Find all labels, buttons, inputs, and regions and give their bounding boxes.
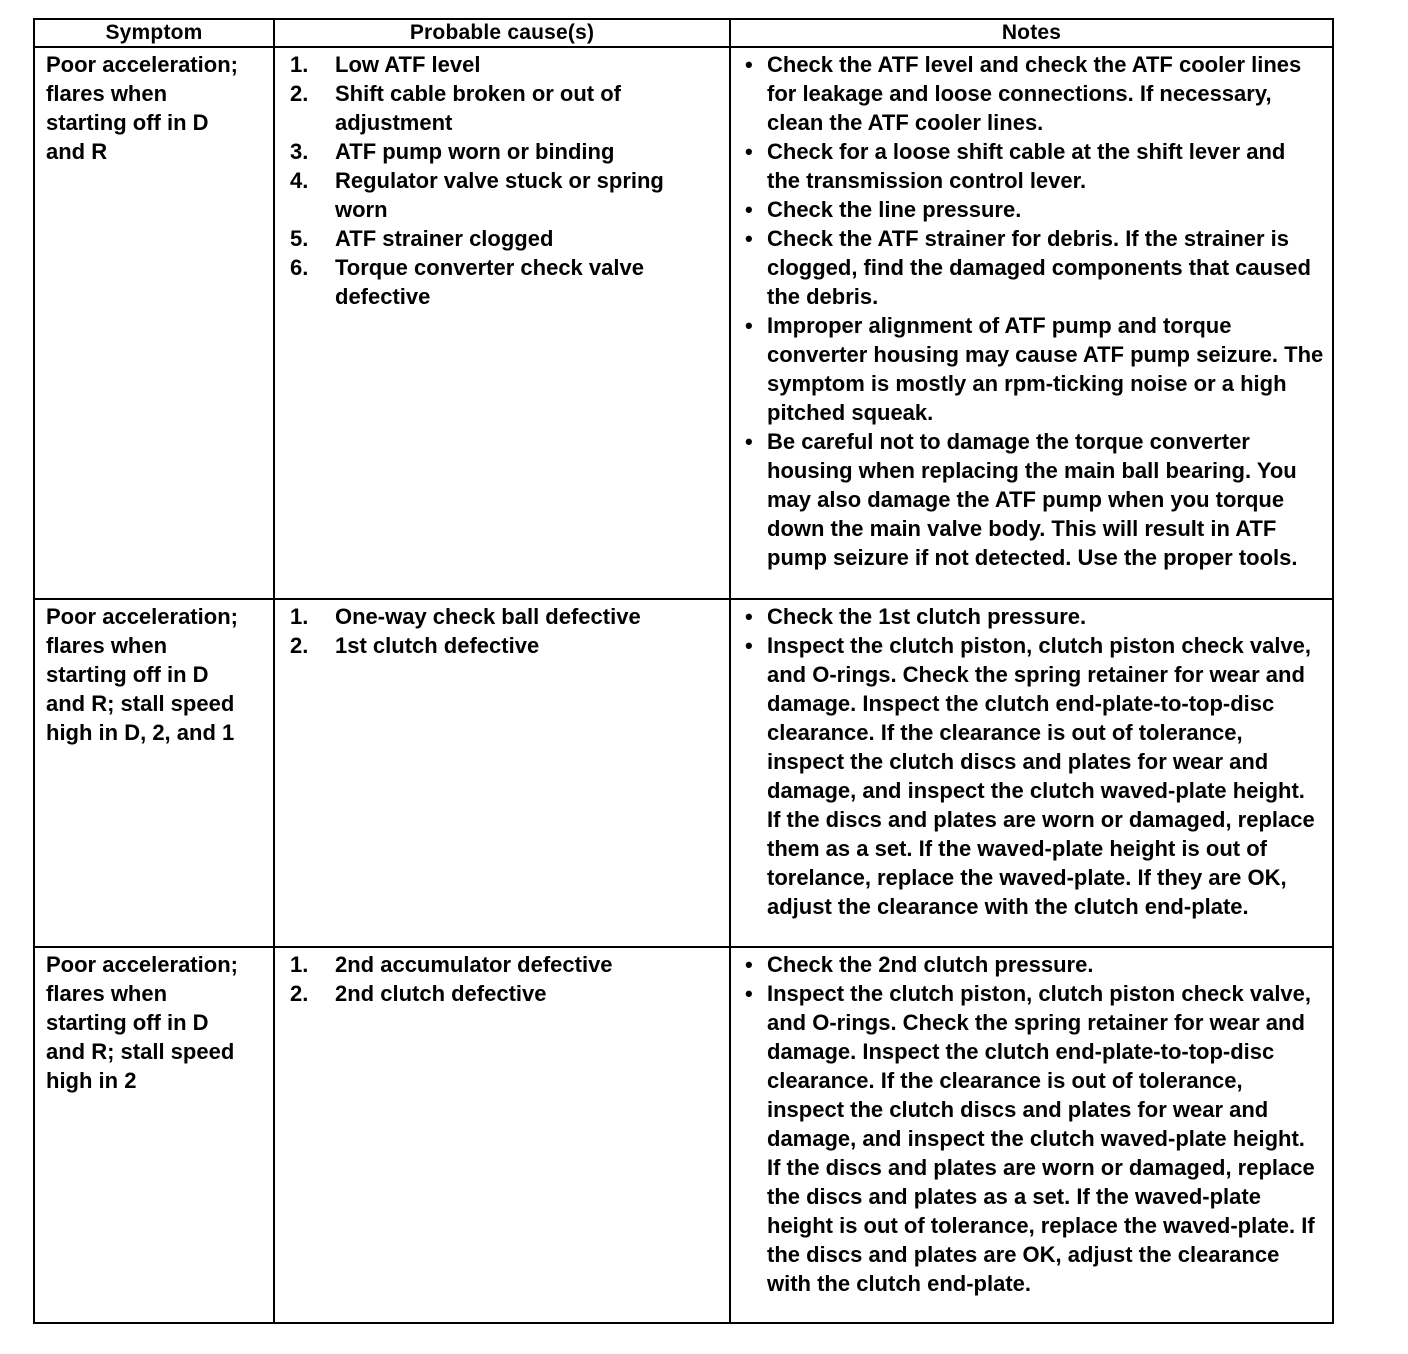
cause-number: 2.	[290, 81, 309, 106]
cause-text: 2nd clutch defective	[335, 981, 547, 1006]
cause-item	[290, 602, 721, 631]
symptom-text: Poor acceleration; flares when starting off in D and R	[46, 52, 238, 164]
cause-number: 1.	[290, 952, 309, 977]
note-item	[745, 950, 1324, 979]
symptom-cell	[34, 947, 274, 1323]
bullet-icon: •	[745, 139, 753, 164]
note-item	[745, 195, 1324, 224]
note-item	[745, 224, 1324, 311]
cause-text: Regulator valve stuck or spring worn	[335, 168, 664, 222]
causes-cell	[274, 947, 730, 1323]
cause-text: 1st clutch defective	[335, 633, 540, 658]
note-text: Be careful not to damage the torque converter housing when replacing the main ball bearing. You may also damage the ATF pump when you torque down the main valve body. This will result in ATF pump seizure if not detected. Use the proper tools.	[767, 429, 1298, 570]
cause-item	[290, 50, 721, 79]
notes-cell	[730, 47, 1333, 599]
cause-item	[290, 979, 721, 1008]
bullet-icon: •	[745, 633, 753, 658]
cause-item	[290, 166, 721, 224]
bullet-icon: •	[745, 604, 753, 629]
table-header	[34, 19, 1333, 47]
bullet-icon: •	[745, 952, 753, 977]
note-item	[745, 137, 1324, 195]
cause-text: 2nd accumulator defective	[335, 952, 613, 977]
cause-text: Shift cable broken or out of adjustment	[335, 81, 622, 135]
symptom-text: Poor acceleration; flares when starting off in D and R; stall speed high in 2	[46, 952, 238, 1093]
bullet-icon: •	[745, 226, 753, 251]
cause-text: One-way check ball defective	[335, 604, 641, 629]
header-symptom: Symptom	[34, 19, 274, 47]
cause-text: Low ATF level	[335, 52, 481, 77]
causes-cell	[274, 47, 730, 599]
header-row	[34, 19, 1333, 47]
notes-list	[731, 948, 1332, 1298]
cause-item	[290, 253, 721, 311]
notes-cell	[730, 599, 1333, 947]
cause-number: 4.	[290, 168, 309, 193]
cause-number: 2.	[290, 633, 309, 658]
note-text: Inspect the clutch piston, clutch piston check valve, and O-rings. Check the spring retainer for wear and damage. Inspect the clutch end-plate-to-top-disc clearance. If the clearance is out of tolerance, inspect the clutch discs and plates for wear and damage, and inspect the clutch waved-plate height. If the discs and plates are worn or damaged, replace them as a set. If the waved-plate height is out of torelance, replace the waved-plate. If they are OK, adjust the clearance with the clutch end-plate.	[767, 633, 1315, 919]
note-text: Improper alignment of ATF pump and torque converter housing may cause ATF pump seizure. The symptom is mostly an rpm-ticking noise or a high pitched squeak.	[767, 313, 1324, 425]
cause-item	[290, 631, 721, 660]
cause-item	[290, 950, 721, 979]
note-text: Check the ATF level and check the ATF cooler lines for leakage and loose connections. If necessary, clean the ATF cooler lines.	[767, 52, 1302, 135]
cause-item	[290, 137, 721, 166]
table-row	[34, 599, 1333, 947]
cause-item	[290, 224, 721, 253]
note-item	[745, 311, 1324, 427]
symptom-cell	[34, 47, 274, 599]
note-text: Inspect the clutch piston, clutch piston check valve, and O-rings. Check the spring retainer for wear and damage. Inspect the clutch end-plate-to-top-disc clearance. If the clearance is out of tolerance, inspect the clutch discs and plates for wear and damage, and inspect the clutch waved-plate height. If the discs and plates are worn or damaged, replace the discs and plates as a set. If the waved-plate height is out of tolerance, replace the waved-plate. If the discs and plates are OK, adjust the clearance with the clutch end-plate.	[767, 981, 1315, 1296]
note-text: Check the ATF strainer for debris. If the strainer is clogged, find the damaged components that caused the debris.	[767, 226, 1311, 309]
cause-item	[290, 79, 721, 137]
symptom-cell	[34, 599, 274, 947]
cause-number: 2.	[290, 981, 309, 1006]
bullet-icon: •	[745, 981, 753, 1006]
note-item	[745, 631, 1324, 921]
symptom-text: Poor acceleration; flares when starting off in D and R; stall speed high in D, 2, and 1	[46, 604, 238, 745]
table-body	[34, 47, 1333, 1323]
note-item	[745, 427, 1324, 572]
causes-cell	[274, 599, 730, 947]
table-row	[34, 47, 1333, 599]
table-row	[34, 947, 1333, 1323]
note-text: Check the 2nd clutch pressure.	[767, 952, 1094, 977]
causes-list	[275, 600, 729, 660]
bullet-icon: •	[745, 197, 753, 222]
header-probable-causes: Probable cause(s)	[274, 19, 730, 47]
causes-list	[275, 48, 729, 311]
troubleshooting-table	[33, 18, 1334, 1324]
cause-text: ATF strainer clogged	[335, 226, 554, 251]
note-item	[745, 979, 1324, 1298]
bullet-icon: •	[745, 52, 753, 77]
note-item	[745, 50, 1324, 137]
note-item	[745, 602, 1324, 631]
cause-number: 6.	[290, 255, 309, 280]
note-text: Check the 1st clutch pressure.	[767, 604, 1087, 629]
cause-text: ATF pump worn or binding	[335, 139, 615, 164]
cause-number: 1.	[290, 52, 309, 77]
notes-list	[731, 600, 1332, 921]
bullet-icon: •	[745, 429, 753, 454]
cause-number: 3.	[290, 139, 309, 164]
cause-text: Torque converter check valve defective	[335, 255, 644, 309]
bullet-icon: •	[745, 313, 753, 338]
cause-number: 5.	[290, 226, 309, 251]
causes-list	[275, 948, 729, 1008]
cause-number: 1.	[290, 604, 309, 629]
notes-list	[731, 48, 1332, 572]
notes-cell	[730, 947, 1333, 1323]
note-text: Check the line pressure.	[767, 197, 1022, 222]
note-text: Check for a loose shift cable at the shift lever and the transmission control lever.	[767, 139, 1286, 193]
header-notes: Notes	[730, 19, 1333, 47]
